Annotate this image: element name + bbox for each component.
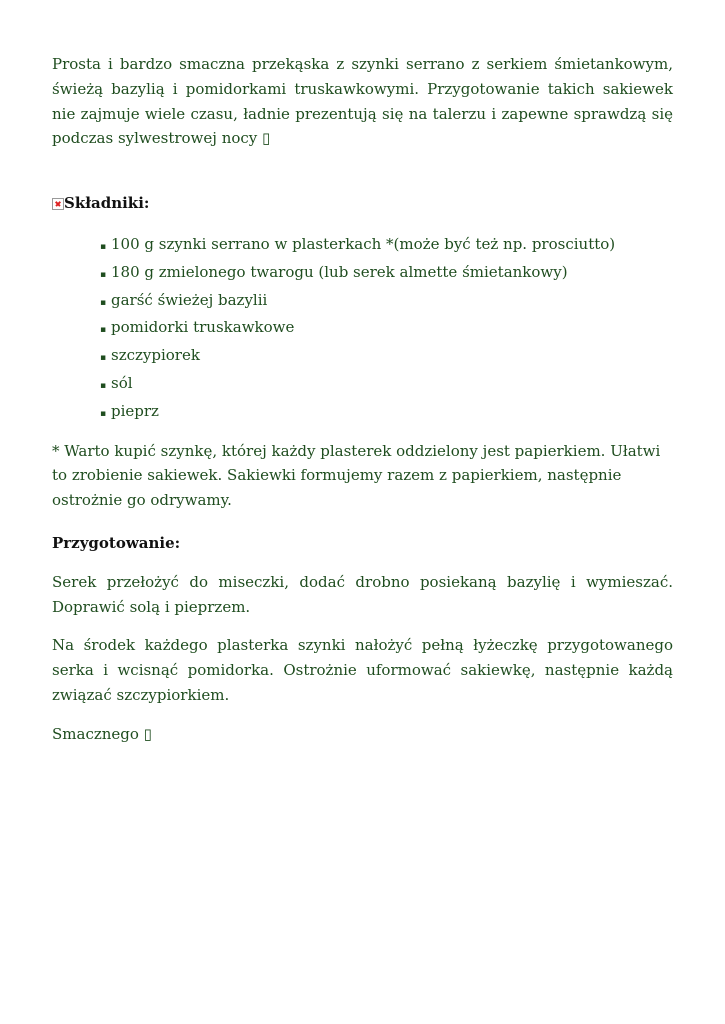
list-item: ▪ pieprz — [100, 399, 673, 427]
list-item: ▪ 100 g szynki serrano w plasterkach *(może być też np. prosciutto) — [100, 232, 673, 260]
ingredients-list — [52, 232, 673, 427]
bullet-icon: ▪ — [100, 353, 107, 364]
bullet-icon: ▪ — [100, 269, 107, 280]
bullet-icon: ▪ — [100, 297, 107, 308]
list-item: ▪ garść świeżej bazylii — [100, 288, 673, 316]
note-paragraph: * Warto kupić szynkę, której każdy plasterek oddzielony jest papierkiem. Ułatwi to zrobienie sakiewek. Sakiewki formujemy razem z papierkiem, następnie ostrożnie go odrywamy. — [52, 441, 661, 510]
ingredients-heading-row — [52, 196, 673, 216]
preparation-heading: Przygotowanie: — [52, 533, 181, 552]
list-item: ▪ szczypiorek — [100, 343, 673, 371]
bullet-icon: ▪ — [100, 241, 107, 252]
bullet-icon: ▪ — [100, 408, 107, 419]
list-item: ▪ pomidorki truskawkowe — [100, 315, 673, 343]
bullet-icon: ▪ — [100, 380, 107, 391]
step-paragraph: Serek przełożyć do miseczki, dodać drobno posiekaną bazylię i wymieszać. Doprawić solą i pieprzem. — [52, 572, 673, 616]
intro-paragraph: Prosta i bardzo smaczna przekąska z szynki serrano z serkiem śmietankowym, świeżą bazylią i pomidorkami truskawkowymi. Przygotowanie takich sakiewek nie zajmuje wiele czasu, ładnie prezentują się na talerzu i zapewne sprawdzą się podczas sylwestrowej nocy ▯ — [52, 55, 673, 148]
step-paragraph: Na środek każdego plasterka szynki nałożyć pełną łyżeczkę przygotowanego serka i wcisnąć pomidorka. Ostrożnie uformować sakiewkę, następnie każdą związać szczypiorkiem. — [52, 636, 673, 704]
broken-image-icon — [52, 198, 64, 210]
closing-paragraph: Smacznego ▯ — [52, 724, 152, 743]
article-body — [52, 52, 673, 747]
ingredients-heading: Składniki: — [64, 194, 150, 213]
bullet-icon: ▪ — [100, 325, 107, 336]
list-item: ▪ 180 g zmielonego twarogu (lub serek almette śmietankowy) — [100, 260, 673, 288]
list-item: ▪ sól — [100, 371, 673, 399]
